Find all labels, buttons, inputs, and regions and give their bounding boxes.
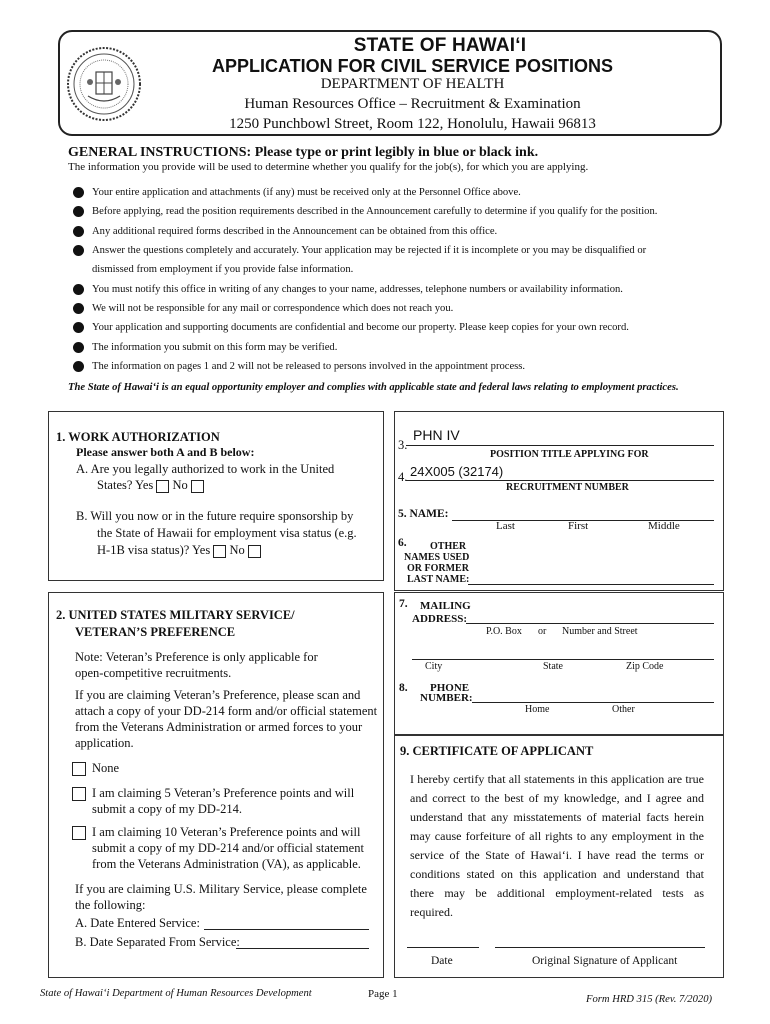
question-a: A. Are you legally authorized to work in the United [76, 462, 335, 476]
phone-other-label: Other [612, 704, 635, 715]
mailing-label-line2: ADDRESS: [412, 613, 468, 625]
instructions-intro: The information you provide will be used to determine whether you qualify for the job(s), for which you are applying. [68, 161, 589, 173]
instruction-bullet: Answer the questions completely and accurately. Your application may be rejected if it is incomplete or you may be disqualified or [73, 245, 646, 256]
bullet-icon [73, 187, 84, 198]
signature-field[interactable] [495, 947, 705, 948]
number-street-label: Number and Street [562, 626, 638, 637]
phone-home-label: Home [525, 704, 550, 715]
name-label: 5. NAME: [398, 508, 449, 520]
name-last-label: Last [496, 520, 515, 532]
certificate-title: 9. CERTIFICATE OF APPLICANT [400, 744, 594, 758]
work-authorized-no-checkbox[interactable] [191, 480, 204, 493]
mailing-address-city-field[interactable] [412, 659, 714, 660]
position-title-label: POSITION TITLE APPLYING FOR [490, 449, 649, 460]
veteran-none-label: None [92, 761, 120, 775]
bullet-icon [73, 245, 84, 256]
footer-department: State of Hawaiʻi Department of Human Resources Development [40, 988, 312, 999]
instructions-title: GENERAL INSTRUCTIONS: Please type or print legibly in blue or black ink. [68, 145, 539, 160]
recruitment-number-label: RECRUITMENT NUMBER [506, 482, 629, 493]
veteran-5-points-checkbox[interactable] [72, 787, 86, 801]
sponsorship-no-checkbox[interactable] [248, 545, 261, 558]
bullet-icon [73, 226, 84, 237]
position-title-field [406, 445, 714, 446]
instruction-bullet: Before applying, read the position requirements described in the Announcement carefully to determine if you qualify for the position. [73, 206, 657, 217]
question-a-answers: States? Yes No [97, 478, 204, 493]
work-authorized-yes-checkbox[interactable] [156, 480, 169, 493]
question-b-line2: the State of Hawaii for employment visa status (e.g. [97, 526, 357, 540]
zip-code-label: Zip Code [626, 661, 664, 672]
name-first-label: First [568, 520, 589, 532]
or-label: or [538, 626, 547, 637]
instruction-bullet: We will not be responsible for any mail or correspondence which does not reach you. [73, 303, 453, 314]
certificate-date-field[interactable] [407, 947, 479, 948]
recruitment-number-field [406, 480, 714, 481]
veteran-note-line1: Note: Veteran’s Preference is only applicable for [75, 650, 318, 664]
instruction-bullet: Your entire application and attachments (if any) must be received only at the Personnel Office above. [73, 187, 521, 198]
section4-number: 4. [398, 470, 408, 484]
veteran-10-points-label-line3: from the Veterans Administration (VA), as applicable. [92, 857, 361, 871]
date-separated-field[interactable] [236, 948, 369, 949]
bullet-icon [73, 342, 84, 353]
name-middle-label: Middle [648, 520, 680, 532]
section1-subtitle: Please answer both A and B below: [76, 445, 255, 459]
signature-label: Original Signature of Applicant [532, 955, 678, 967]
phone-label-line1: PHONE [430, 682, 470, 694]
instruction-bullet: You must notify this office in writing of any changes to your name, addresses, telephone numbers or availability information. [73, 284, 623, 295]
position-title-value[interactable]: PHN IV [413, 427, 460, 443]
bullet-icon [73, 284, 84, 295]
certificate-date-label: Date [431, 955, 453, 967]
mailing-address-street-field[interactable] [466, 623, 714, 624]
bullet-icon [73, 303, 84, 314]
department-name: DEPARTMENT OF HEALTH [320, 76, 505, 92]
other-names-line1: OTHER [430, 541, 467, 552]
section3-number: 3. [398, 438, 408, 452]
date-entered-field[interactable] [204, 929, 369, 930]
section6-number: 6. [398, 537, 407, 549]
other-names-line4: LAST NAME: [407, 574, 470, 585]
veteran-10-points-checkbox[interactable] [72, 826, 86, 840]
claim-line: from the Veterans Administration or armed forces to your [75, 720, 363, 734]
footer-page-number: Page 1 [368, 988, 398, 1000]
instruction-bullet: Your application and supporting documents are confidential and become our property. Please keep copies for your own record. [73, 322, 629, 333]
instruction-bullet: Any additional required forms described in the Announcement can be obtained from this office. [73, 226, 497, 237]
sponsorship-yes-checkbox[interactable] [213, 545, 226, 558]
city-label: City [425, 661, 443, 672]
section7-number: 7. [399, 598, 408, 610]
veteran-none-checkbox[interactable] [72, 762, 86, 776]
date-entered-label: A. Date Entered Service: [75, 916, 200, 930]
question-b-line1: B. Will you now or in the future require sponsorship by [76, 509, 354, 523]
veteran-10-points-label-line1: I am claiming 10 Veteran’s Preference points and will [92, 825, 361, 839]
other-names-line3: OR FORMER [407, 563, 469, 574]
bullet-icon [73, 322, 84, 333]
bullet-icon [73, 206, 84, 217]
recruitment-number-value[interactable]: 24X005 (32174) [410, 464, 504, 479]
claim-line: application. [75, 736, 134, 750]
state-seal-icon [66, 46, 142, 122]
other-names-field[interactable] [468, 584, 714, 585]
instruction-bullet: The information you submit on this form may be verified. [73, 342, 337, 353]
bullet-icon [73, 361, 84, 372]
claim-line: If you are claiming Veteran’s Preference, please scan and [75, 688, 361, 702]
question-b-answers: H-1B visa status)? Yes No [97, 543, 261, 558]
phone-field[interactable] [472, 702, 714, 703]
phone-label-line2: NUMBER: [420, 692, 473, 704]
office-name: Human Resources Office – Recruitment & Examination [244, 96, 581, 112]
state-label: State [543, 661, 563, 672]
form-title-state: STATE OF HAWAIʻI [353, 35, 527, 56]
instruction-bullet-continued: dismissed from employment if you provide false information. [92, 264, 354, 275]
claim-line: attach a copy of your DD-214 form and/or official statement [75, 704, 378, 718]
instruction-bullet: The information on pages 1 and 2 will not be released to persons involved in the appointment process. [73, 361, 525, 372]
po-box-label: P.O. Box [486, 626, 522, 637]
section2-title-line2: VETERAN’S PREFERENCE [75, 625, 236, 639]
military-line1: If you are claiming U.S. Military Service, please complete [75, 882, 367, 896]
section1-title: 1. WORK AUTHORIZATION [56, 430, 220, 444]
footer-form-number: Form HRD 315 (Rev. 7/2020) [586, 994, 713, 1005]
certificate-text: I hereby certify that all statements in this application are true and correct to the best of my knowledge, and I agree and understand that any misstatements of material facts herein may cause forfeiture of all rights to any employment in the service of the State of Hawaiʻi. I have read the terms or conditions stated on this application and understand that there may be additional employment-related tests as required. [410, 772, 704, 919]
veteran-5-points-label-line2: submit a copy of my DD-214. [92, 802, 242, 816]
veteran-5-points-label-line1: I am claiming 5 Veteran’s Preference points and will [92, 786, 355, 800]
section8-number: 8. [399, 682, 408, 694]
section2-title-line1: 2. UNITED STATES MILITARY SERVICE/ [56, 608, 295, 622]
mailing-label-line1: MAILING [420, 600, 471, 612]
eeo-statement: The State of Hawaiʻi is an equal opportunity employer and complies with applicable state and federal laws relating to employment practices. [68, 382, 679, 393]
veteran-10-points-label-line2: submit a copy of my DD-214 and/or official statement [92, 841, 364, 855]
form-title-application: APPLICATION FOR CIVIL SERVICE POSITIONS [211, 56, 614, 76]
date-separated-label: B. Date Separated From Service: [75, 935, 240, 949]
office-address: 1250 Punchbowl Street, Room 122, Honolulu, Hawaii 96813 [229, 116, 596, 132]
other-names-line2: NAMES USED [404, 552, 470, 563]
military-line2: the following: [75, 898, 146, 912]
veteran-note-line2: open-competitive recruitments. [75, 666, 232, 680]
